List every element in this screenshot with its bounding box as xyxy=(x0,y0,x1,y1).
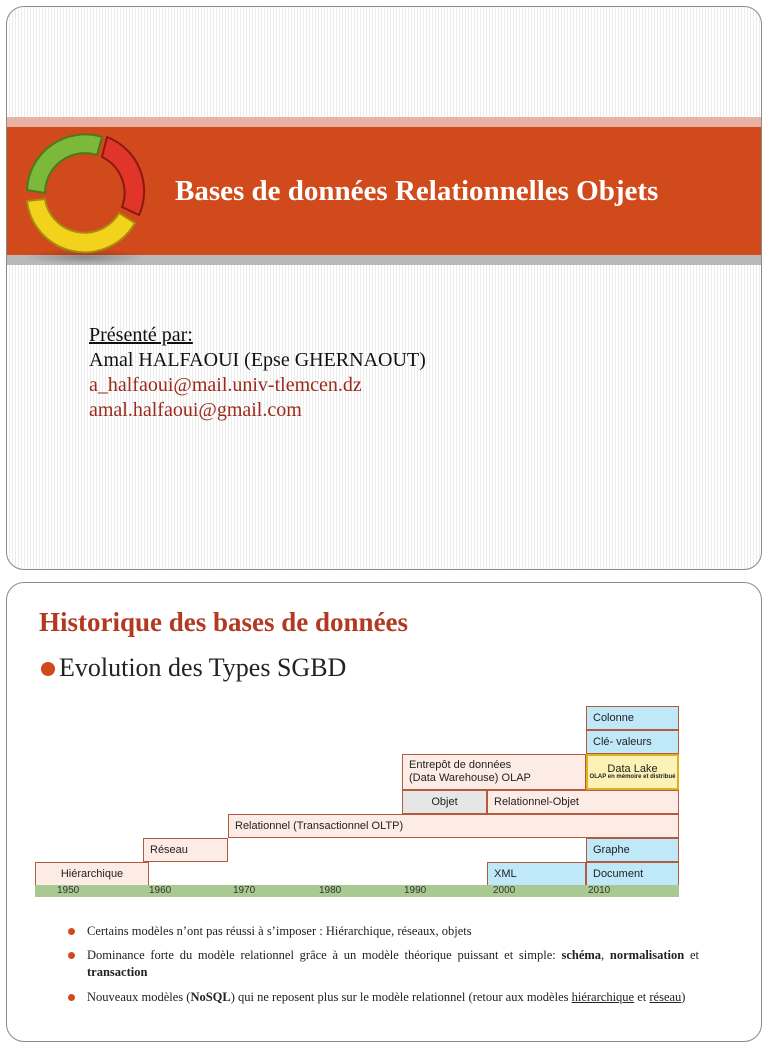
note-underlined: hiérarchique xyxy=(571,990,635,1004)
main-bullet xyxy=(59,653,346,683)
data-lake-label: Data Lake xyxy=(607,762,658,775)
cell-colonne: Colonne xyxy=(586,706,679,730)
note-bullet-icon xyxy=(68,928,75,935)
note-bold: normalisation xyxy=(609,948,685,962)
note-item xyxy=(87,989,699,1006)
cell-data-lake xyxy=(586,754,679,790)
note-text: Certains modèles n’ont pas réussi à s’imposer : Hiérarchique, réseaux, objets xyxy=(87,924,472,938)
cell-relationnel-objet: Relationnel-Objet xyxy=(487,790,679,814)
cell-document: Document xyxy=(586,862,679,886)
timeline-axis xyxy=(35,885,679,897)
cycle-logo-icon xyxy=(7,115,157,265)
note-text: Dominance forte du modèle relationnel grâce à un modèle théorique puissant et simple: xyxy=(87,948,562,962)
email-link-gmail[interactable]: amal.halfaoui@gmail.com xyxy=(89,399,302,421)
note-bullet-icon xyxy=(68,952,75,959)
note-bullet-icon xyxy=(68,994,75,1001)
note-bold: schéma xyxy=(561,948,602,962)
note-item xyxy=(87,947,699,981)
main-bullet-text: Evolution des Types SGBD xyxy=(59,653,347,682)
cell-relationnel: Relationnel (Transactionnel OLTP) xyxy=(228,814,679,838)
note-item xyxy=(87,923,699,940)
year-label: 1950 xyxy=(57,885,80,896)
cell-hierarchique: Hiérarchique xyxy=(35,862,149,886)
note-text: Nouveaux modèles ( xyxy=(87,990,191,1004)
title-slide xyxy=(6,6,762,570)
note-text: ) xyxy=(681,990,686,1004)
note-text: et xyxy=(684,948,699,962)
note-underlined: réseau xyxy=(649,990,682,1004)
presenter-block xyxy=(89,323,426,423)
year-label: 1960 xyxy=(149,885,172,896)
year-label: 1990 xyxy=(404,885,427,896)
cell-entrepot xyxy=(402,754,586,790)
cell-graphe: Graphe xyxy=(586,838,679,862)
presenter-name: Amal HALFAOUI (Epse GHERNAOUT) xyxy=(89,349,426,371)
note-text: ) qui ne reposent plus sur le modèle relationnel (retour aux modèles xyxy=(230,990,572,1004)
cell-reseau: Réseau xyxy=(143,838,228,862)
cell-xml: XML xyxy=(487,862,586,886)
cell-objet: Objet xyxy=(402,790,487,814)
entrepot-line1: Entrepôt de données xyxy=(409,759,512,771)
year-label: 2000 xyxy=(493,885,516,896)
email-link-university[interactable]: a_halfaoui@mail.univ-tlemcen.dz xyxy=(89,374,362,396)
data-lake-sub: OLAP en mémoire et distribué xyxy=(589,773,676,780)
slide-heading: Historique des bases de données xyxy=(39,607,409,637)
year-label: 1980 xyxy=(319,885,342,896)
slide-title: Bases de données Relationnelles Objets xyxy=(175,175,659,207)
history-slide xyxy=(6,582,762,1042)
note-text: , xyxy=(601,948,610,962)
year-label: 1970 xyxy=(233,885,256,896)
year-label: 2010 xyxy=(588,885,611,896)
note-bold: NoSQL xyxy=(190,990,231,1004)
entrepot-line2: (Data Warehouse) OLAP xyxy=(409,772,531,784)
cell-cle-valeurs: Clé- valeurs xyxy=(586,730,679,754)
presented-by-label: Présenté par: xyxy=(89,324,193,346)
bullet-dot-icon xyxy=(41,662,55,676)
note-text: et xyxy=(634,990,650,1004)
note-bold: transaction xyxy=(87,965,148,979)
